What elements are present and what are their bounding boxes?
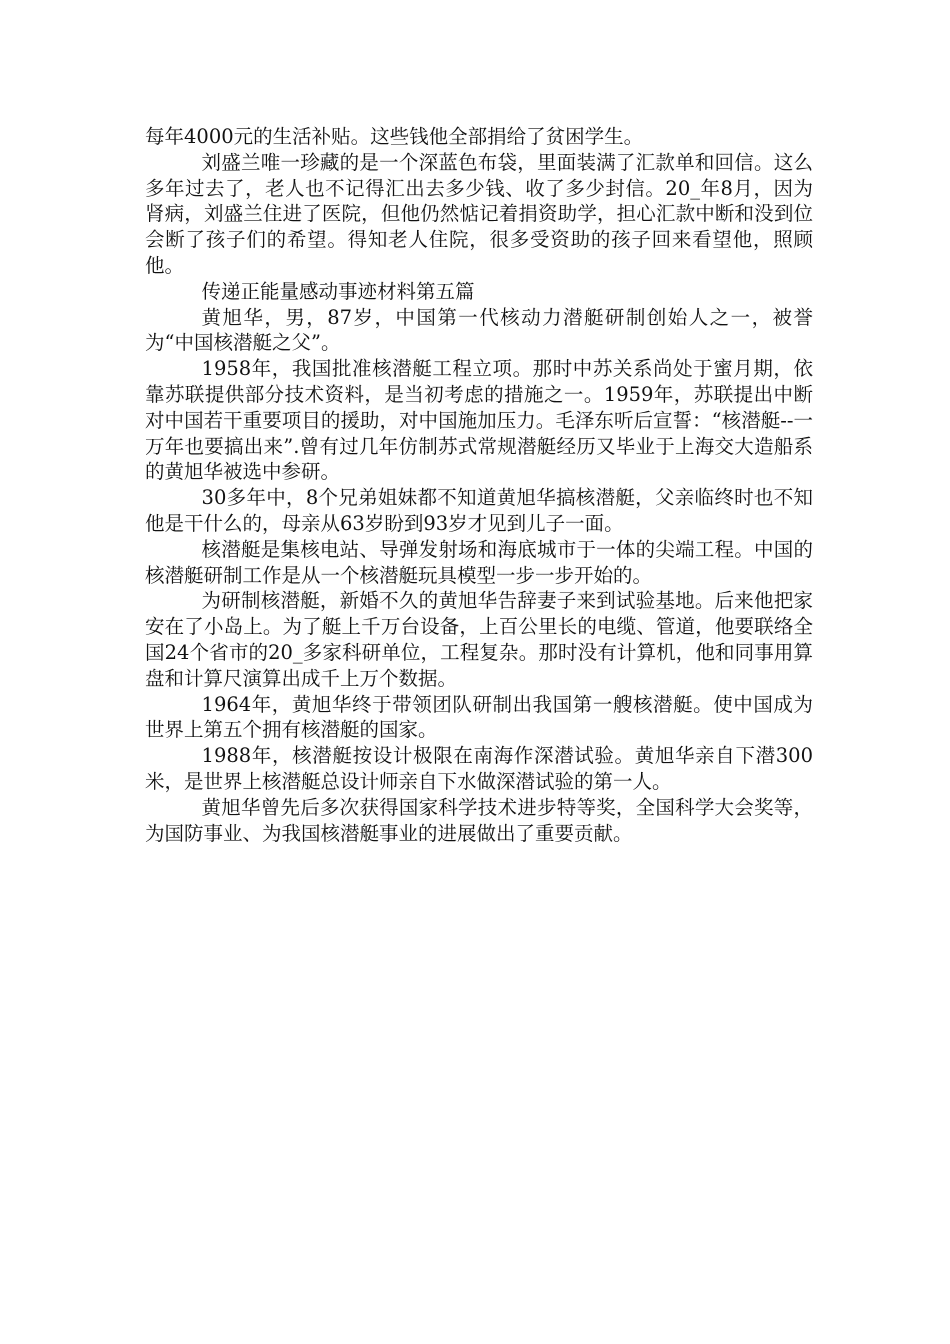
paragraph-awards: 黄旭华曾先后多次获得国家科学技术进步特等奖，全国科学大会奖等，为国防事业、为我国核潜艇事业的进展做出了重要贡献。 bbox=[145, 795, 813, 845]
paragraph-subsidy: 每年4000元的生活补贴。这些钱他全部捐给了贫困学生。 bbox=[145, 125, 644, 148]
document-body bbox=[145, 124, 813, 846]
paragraph-research-base: 为研制核潜艇，新婚不久的黄旭华告辞妻子来到试验基地。后来他把家安在了小岛上。为了艇上千万台设备，上百公里长的电缆、管道，他要联络全国24个省市的20_多家科研单位，工程复杂。那时没有计算机，他和同事用算盘和计算尺演算出成千上万个数据。 bbox=[145, 589, 813, 690]
paragraph-liu-shenglan: 刘盛兰唯一珍藏的是一个深蓝色布袋，里面装满了汇款单和回信。这么多年过去了，老人也不记得汇出去多少钱、收了多少封信。20_年8月，因为肾病，刘盛兰住进了医院，但他仍然惦记着捐资助学，担心汇款中断和没到位会断了孩子们的希望。得知老人住院，很多受资助的孩子回来看望他，照顾他。 bbox=[145, 150, 813, 277]
paragraph-1958: 1958年，我国批准核潜艇工程立项。那时中苏关系尚处于蜜月期，依靠苏联提供部分技术资料，是当初考虑的措施之一。1959年，苏联提出中断对中国若干重要项目的援助，对中国施加压力。毛泽东听后宣誓：“核潜艇--一万年也要搞出来”.曾有过几年仿制苏式常规潜艇经历又毕业于上海交大造船系的黄旭华被选中参研。 bbox=[145, 357, 813, 484]
paragraph-1988: 1988年，核潜艇按设计极限在南海作深潜试验。黄旭华亲自下潜300米，是世界上核潜艇总设计师亲自下水做深潜试验的第一人。 bbox=[145, 744, 813, 793]
paragraph-submarine-engineering: 核潜艇是集核电站、导弹发射场和海底城市于一体的尖端工程。中国的核潜艇研制工作是从一个核潜艇玩具模型一步一步开始的。 bbox=[145, 537, 813, 587]
paragraph-1964: 1964年，黄旭华终于带领团队研制出我国第一艘核潜艇。使中国成为世界上第五个拥有核潜艇的国家。 bbox=[145, 692, 813, 742]
section-heading: 传递正能量感动事迹材料第五篇 bbox=[201, 279, 475, 303]
paragraph-huang-xuhua-intro: 黄旭华，男，87岁，中国第一代核动力潜艇研制创始人之一，被誉为“中国核潜艇之父”。 bbox=[145, 305, 813, 355]
paragraph-30-years: 30多年中，8个兄弟姐妹都不知道黄旭华搞核潜艇，父亲临终时也不知他是干什么的，母亲从63岁盼到93岁才见到儿子一面。 bbox=[145, 486, 813, 535]
